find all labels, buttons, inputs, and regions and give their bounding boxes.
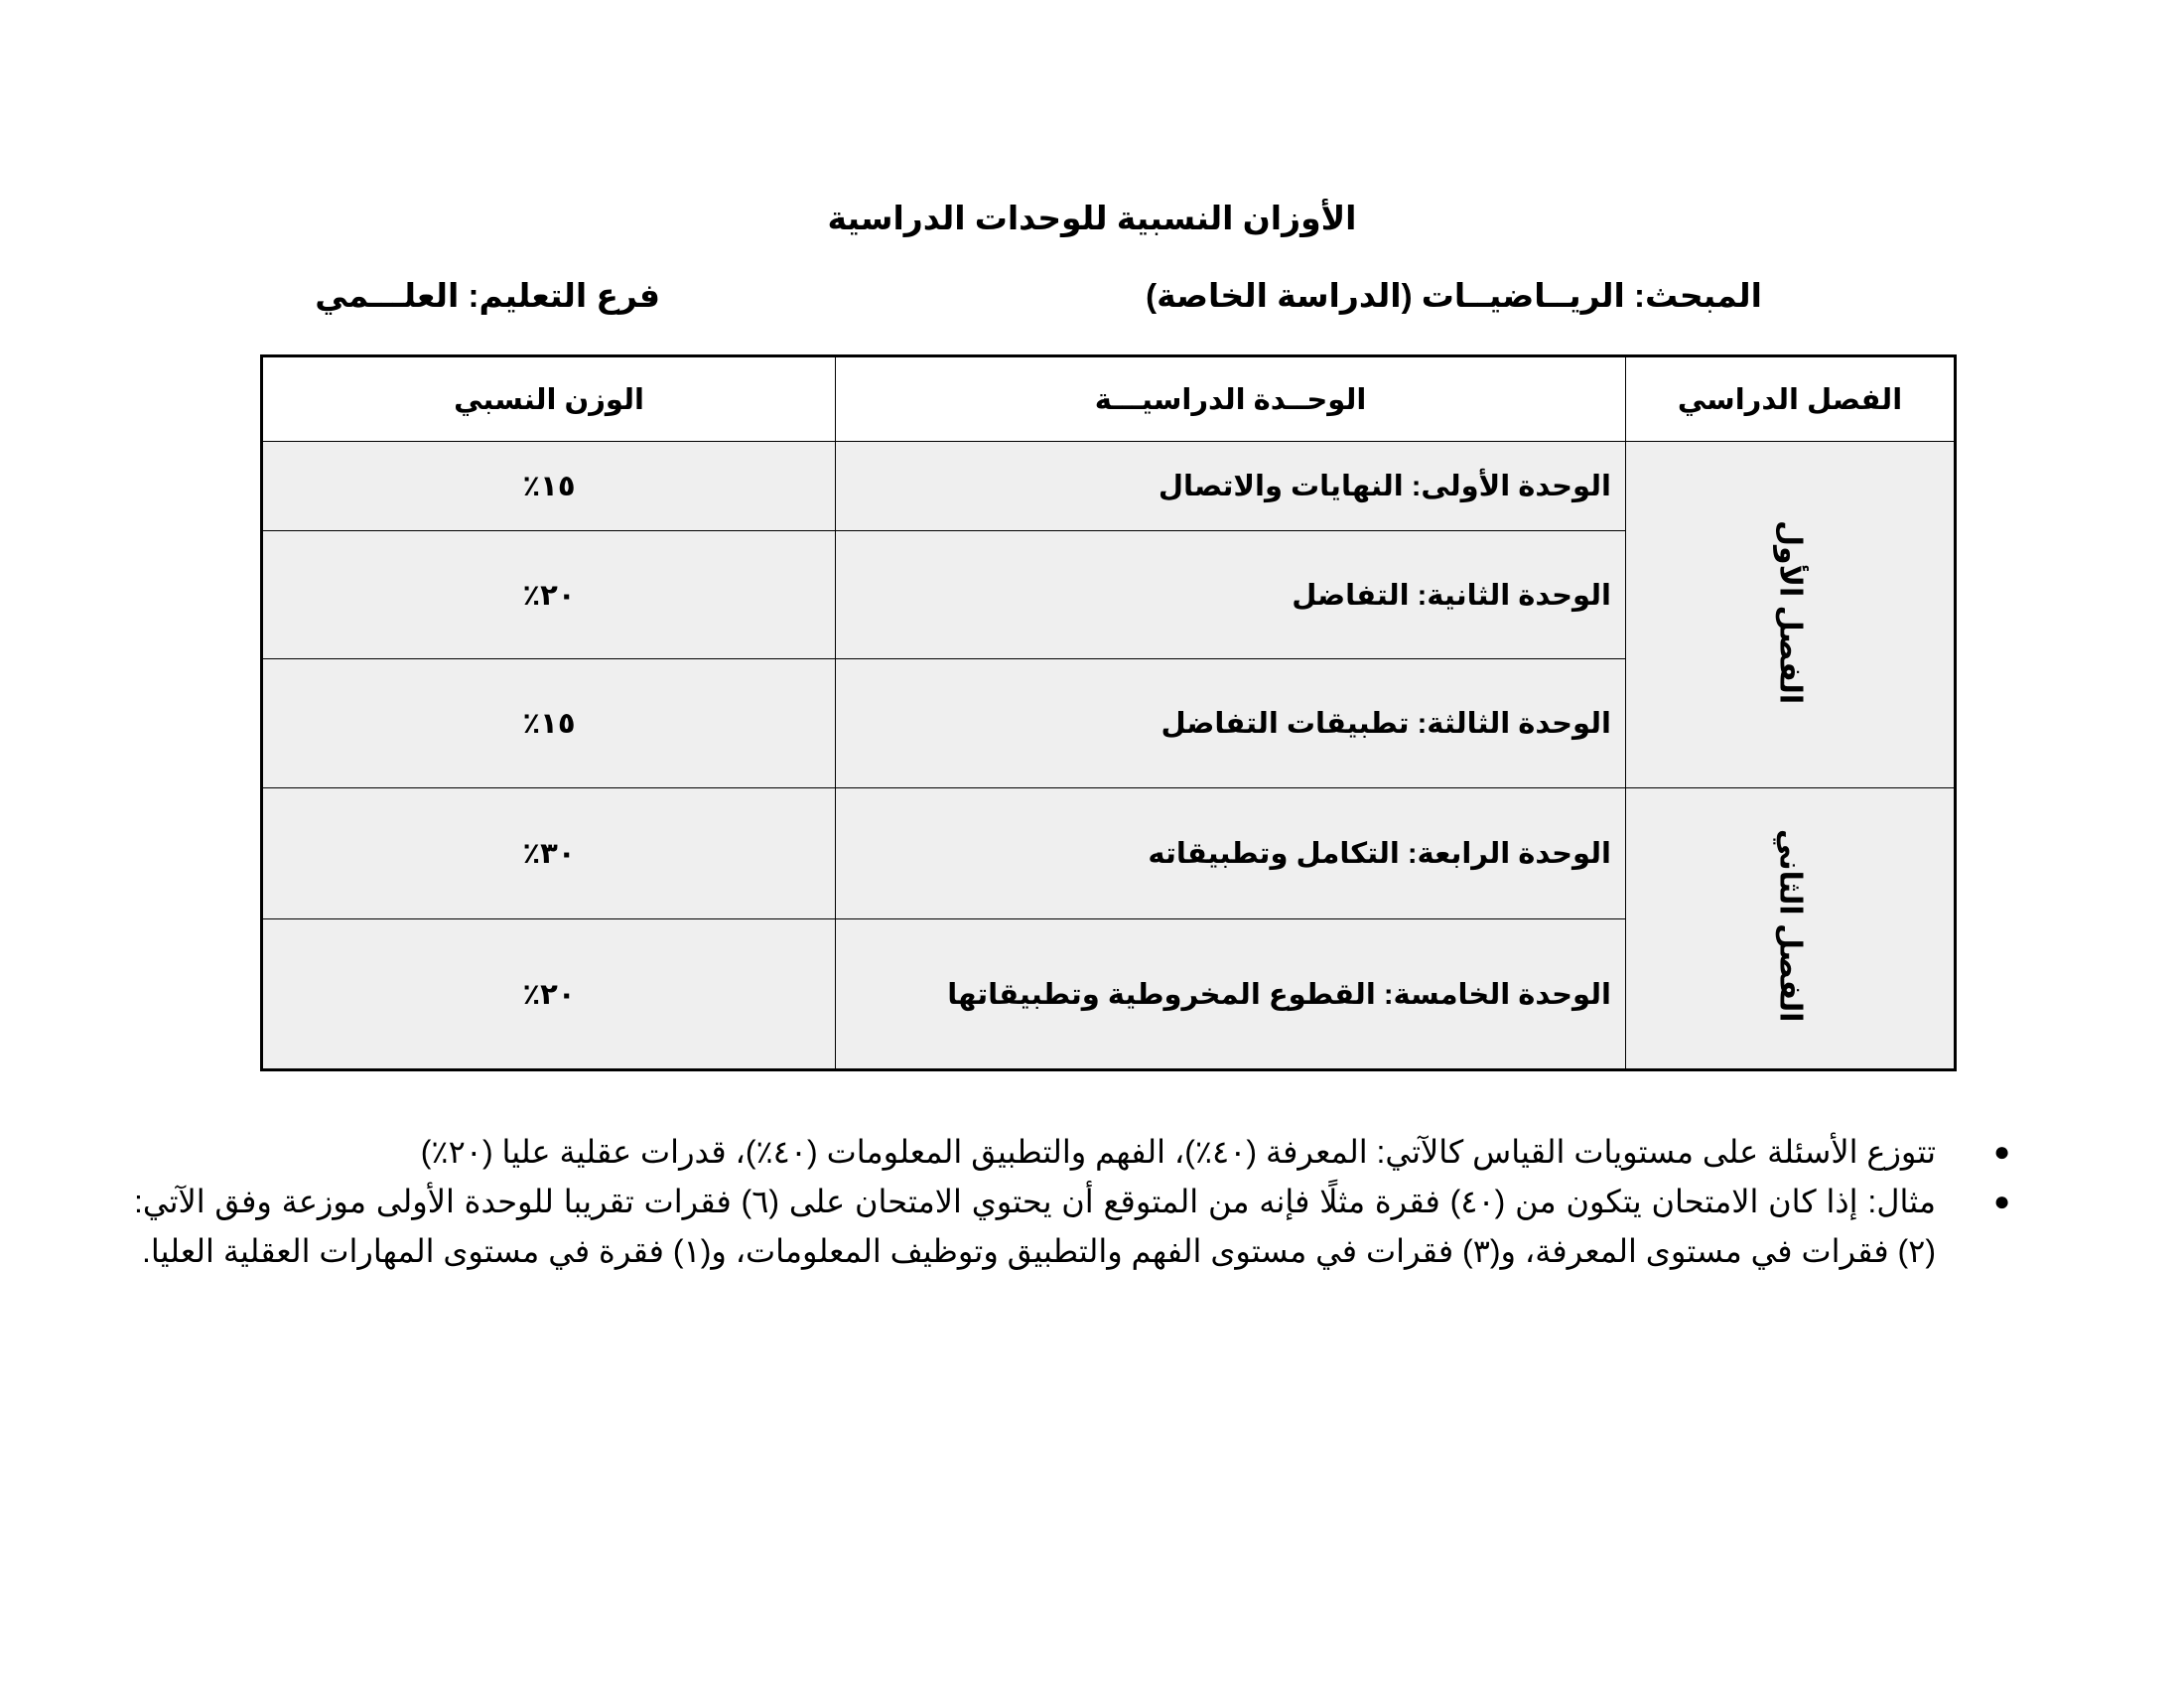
unit-weight: ١٥٪ [262,659,836,788]
unit-weight: ١٥٪ [262,442,836,531]
unit-weight: ٢٠٪ [262,531,836,659]
weights-table [260,354,1957,1071]
semester-label: الفصل الأول [1773,519,1807,705]
page-title: الأوزان النسبية للوحدات الدراسية [827,200,1357,236]
semester-label: الفصل الثاني [1773,829,1807,1023]
header-semester: الفصل الدراسي [1626,356,1956,442]
semester-cell-second [1626,788,1956,1070]
unit-name: الوحدة الرابعة: التكامل وتطبيقاته [836,788,1626,919]
semester-cell-first [1626,442,1956,788]
header-unit: الوحــدة الدراسيـــة [836,356,1626,442]
list-item [134,1127,2010,1177]
unit-name: الوحدة الخامسة: القطوع المخروطية وتطبيقاتها [836,919,1626,1070]
unit-name: الوحدة الثالثة: تطبيقات التفاضل [836,659,1626,788]
table-header-row [262,356,1956,442]
notes-list [134,1127,2010,1276]
list-item [134,1177,2010,1276]
unit-weight: ٣٠٪ [262,788,836,919]
note-text: مثال: إذا كان الامتحان يتكون من (٤٠) فقرة مثلًا فإنه من المتوقع أن يحتوي الامتحان على (٦) فقرات تقريبا للوحدة الأولى موزعة وفق الآتي: (٢) فقرات في مستوى المعرفة، و(٣) فقرات في مستوى الفهم والتطبيق وتوظيف المعلومات، و(١) فقرة في مستوى المهارات العقلية العليا. [134,1184,1937,1269]
table-row [262,788,1956,919]
subject-label: المبحث: الريــاضيــات (الدراسة الخاصة) [1146,277,1762,314]
bullet-icon: ● [1993,1186,2010,1216]
unit-name: الوحدة الثانية: التفاضل [836,531,1626,659]
note-text: تتوزع الأسئلة على مستويات القياس كالآتي: المعرفة (٤٠٪)، الفهم والتطبيق المعلومات (٤٠٪)، قدرات عقلية عليا (٢٠٪) [420,1134,1936,1170]
bullet-icon: ● [1993,1136,2010,1167]
header-weight: الوزن النسبي [262,356,836,442]
unit-weight: ٢٠٪ [262,919,836,1070]
table-row [262,442,1956,531]
branch-label: فرع التعليم: العلـــمي [315,277,660,314]
unit-name: الوحدة الأولى: النهايات والاتصال [836,442,1626,531]
